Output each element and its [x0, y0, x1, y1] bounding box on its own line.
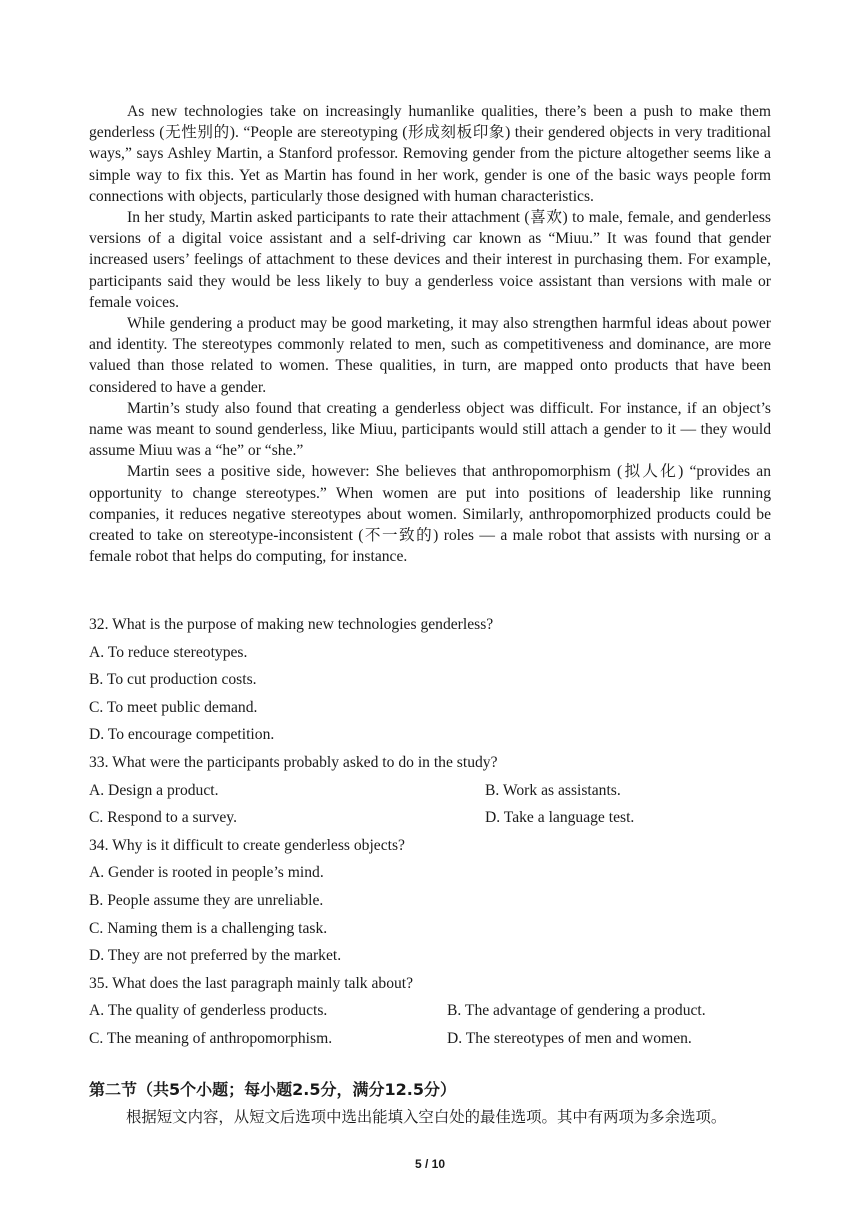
option-row	[89, 859, 771, 887]
page-number: 5 / 10	[414, 1157, 446, 1171]
option-a: A. The quality of genderless products.	[89, 1002, 328, 1020]
option-c: C. Naming them is a challenging task.	[89, 919, 328, 937]
question-stem: 35. What does the last paragraph mainly talk about?	[89, 974, 414, 992]
option-c: C. The meaning of anthropomorphism.	[89, 1029, 333, 1047]
option-d: D. Take a language test.	[485, 809, 635, 827]
option-row	[89, 639, 771, 667]
passage-paragraph: Martin sees a positive side, however: She believes that anthropomorphism (拟人化) “provides an opportunity to change stereotypes.” When women are put into positions of leadership like running companies, it reduces negative stereotypes about women. Similarly, anthropomorphized products could be created to take on stereotype-inconsistent (不一致的) roles — a male robot that assists with nursing or a female robot that helps do computing, for instance.	[89, 463, 771, 566]
passage-paragraph: As new technologies take on increasingly humanlike qualities, there’s been a push to make them genderless (无性别的). “People are stereotyping (形成刻板印象) their gendered objects in very traditional ways,” says Ashley Martin, a Stanford professor. Removing gender from the picture altogether seems like a simple way to fix this. Yet as Martin has found in her work, gender is one of the basic ways people form connections with objects, particularly those designed with human characteristics.	[89, 103, 771, 205]
option-row	[89, 777, 771, 805]
option-b: B. The advantage of gendering a product.	[447, 1002, 706, 1020]
reading-passage	[89, 101, 771, 567]
question-stem: 34. Why is it difficult to create genderless objects?	[89, 836, 405, 854]
section-instruction: 根据短文内容，从短文后选项中选出能填入空白处的最佳选项。其中有两项为多余选项。	[126, 1108, 727, 1126]
option-d: D. The stereotypes of men and women.	[447, 1029, 692, 1047]
option-row	[89, 942, 771, 970]
option-b: B. People assume they are unreliable.	[89, 891, 324, 909]
option-row	[89, 915, 771, 943]
option-a: A. To reduce stereotypes.	[89, 643, 248, 661]
option-row	[89, 721, 771, 749]
option-d: D. To encourage competition.	[89, 726, 275, 744]
option-a: A. Design a product.	[89, 781, 219, 799]
option-row	[89, 887, 771, 915]
passage-paragraph: While gendering a product may be good marketing, it may also strengthen harmful ideas about power and identity. The stereotypes commonly related to men, such as competitiveness and dominance, are more valued than those related to women. These qualities, in turn, are mapped onto products that have been considered to have a gender.	[89, 315, 771, 396]
option-row	[89, 694, 771, 722]
option-a: A. Gender is rooted in people’s mind.	[89, 864, 324, 882]
option-c: C. Respond to a survey.	[89, 809, 237, 827]
question-list	[89, 611, 771, 1053]
option-c: C. To meet public demand.	[89, 698, 258, 716]
section-title: 第二节（共5个小题；每小题2.5分，满分12.5分）	[89, 1080, 456, 1099]
question-stem: 33. What were the participants probably asked to do in the study?	[89, 753, 498, 771]
option-b: B. To cut production costs.	[89, 671, 257, 689]
option-row	[89, 997, 771, 1025]
question-stem: 32. What is the purpose of making new technologies genderless?	[89, 616, 494, 633]
passage-paragraph: In her study, Martin asked participants to rate their attachment (喜欢) to male, female, and genderless versions of a digital voice assistant and a self-driving car known as “Miuu.” It was found that gender increased users’ feelings of attachment to these devices and their interest in purchasing them. For example, participants said they would be less likely to buy a genderless voice assistant than versions with male or female voices.	[89, 209, 771, 311]
option-d: D. They are not preferred by the market.	[89, 947, 342, 965]
option-row	[89, 666, 771, 694]
passage-paragraph: Martin’s study also found that creating a genderless object was difficult. For instance, if an object’s name was meant to sound genderless, like Miuu, participants would still attach a gender to it — they would assume Miuu was a “he” or “she.”	[89, 399, 771, 460]
option-row	[89, 1025, 771, 1053]
option-row	[89, 804, 771, 832]
option-b: B. Work as assistants.	[485, 781, 621, 799]
